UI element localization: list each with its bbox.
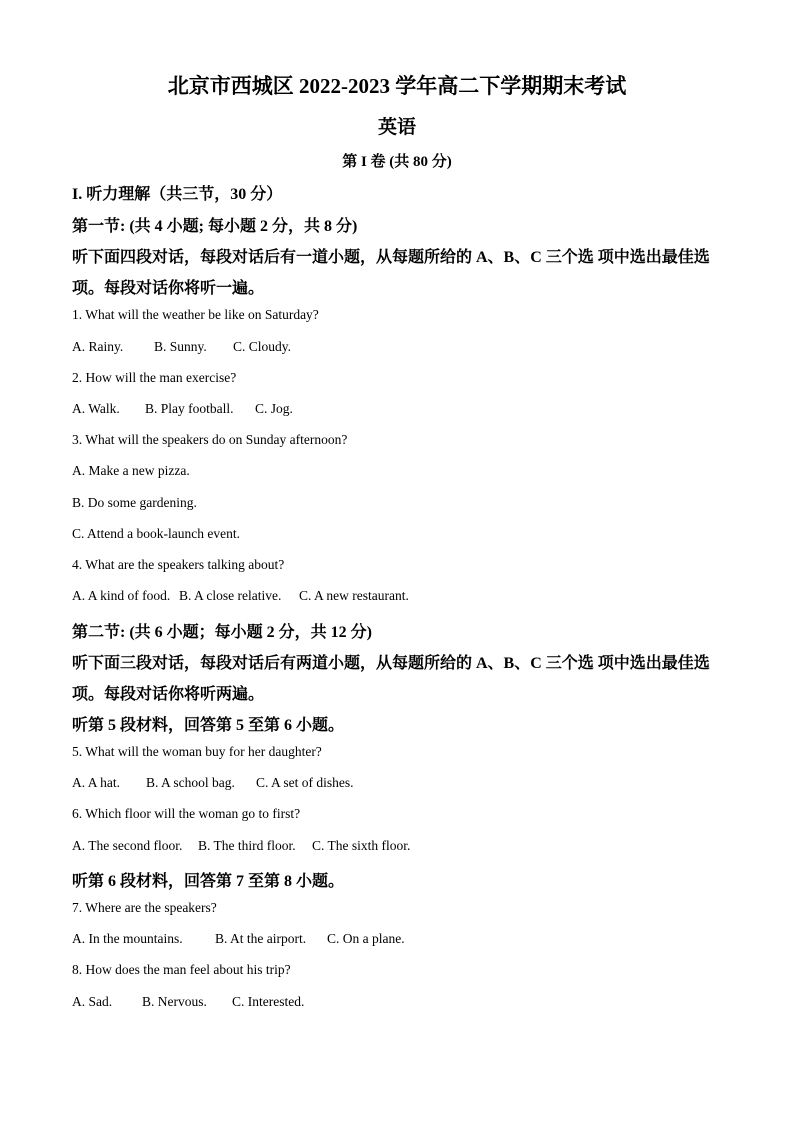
option-b: B. A school bag.	[146, 775, 235, 790]
question-8-options	[72, 994, 304, 1010]
exam-title: 北京市西城区 2022-2023 学年高二下学期期末考试	[167, 74, 627, 98]
option-a: A. In the mountains.	[72, 931, 183, 946]
option-a: A. Sad.	[72, 994, 113, 1009]
question-3-option-c: C. Attend a book-launch event.	[72, 526, 240, 541]
part2-heading: 第二节: (共 6 小题；每小题 2 分，共 12 分)	[72, 624, 372, 641]
option-c: C. Interested.	[232, 994, 305, 1009]
question-2: 2. How will the man exercise?	[72, 370, 237, 385]
question-3-option-a: A. Make a new pizza.	[72, 463, 190, 478]
option-c: C. Cloudy.	[233, 339, 292, 354]
question-3: 3. What will the speakers do on Sunday afternoon?	[72, 432, 348, 447]
option-a: A. Rainy.	[72, 339, 124, 354]
question-6-options	[72, 838, 410, 854]
part1-instruction-line2: 项。每段对话你将听一遍。	[72, 280, 265, 297]
option-b: B. The third floor.	[198, 838, 296, 853]
question-4-options	[72, 588, 409, 604]
option-b: B. A close relative.	[179, 588, 282, 603]
option-c: C. On a plane.	[327, 931, 405, 946]
question-7: 7. Where are the speakers?	[72, 900, 217, 915]
option-b: B. At the airport.	[215, 931, 307, 946]
part2-instruction-line2: 项。每段对话你将听两遍。	[72, 686, 265, 703]
question-2-options	[72, 401, 293, 417]
option-a: A. The second floor.	[72, 838, 183, 853]
option-c: C. The sixth floor.	[312, 838, 411, 853]
question-1: 1. What will the weather be like on Saturday?	[72, 307, 319, 322]
option-c: C. Jog.	[255, 401, 293, 416]
option-b: B. Play football.	[145, 401, 234, 416]
part1-heading: 第一节: (共 4 小题; 每小题 2 分，共 8 分)	[72, 218, 358, 235]
question-5-options	[72, 775, 354, 791]
option-b: B. Sunny.	[154, 339, 207, 354]
question-1-options	[72, 339, 291, 355]
question-5: 5. What will the woman buy for her daughter?	[72, 744, 322, 759]
section-heading: I. 听力理解（共三节，30 分）	[72, 186, 283, 203]
option-b: B. Nervous.	[142, 994, 207, 1009]
option-c: C. A set of dishes.	[256, 775, 354, 790]
part1-instruction-line1: 听下面四段对话，每段对话后有一道小题，从每题所给的 A、B、C 三个选 项中选出最佳选	[72, 249, 710, 266]
option-c: C. A new restaurant.	[299, 588, 409, 603]
subject-title: 英语	[377, 117, 416, 138]
volume-title: 第 I 卷 (共 80 分)	[342, 154, 452, 170]
question-6: 6. Which floor will the woman go to first?	[72, 806, 301, 821]
option-a: A. Walk.	[72, 401, 120, 416]
option-a: A. A kind of food.	[72, 588, 171, 603]
question-7-options	[72, 931, 405, 947]
material-5-heading: 听第 5 段材料，回答第 5 至第 6 小题。	[72, 717, 345, 734]
option-a: A. A hat.	[72, 775, 121, 790]
part2-instruction-line1: 听下面三段对话，每段对话后有两道小题，从每题所给的 A、B、C 三个选 项中选出最佳选	[72, 655, 710, 672]
material-6-heading: 听第 6 段材料，回答第 7 至第 8 小题。	[72, 873, 345, 890]
question-8: 8. How does the man feel about his trip?	[72, 962, 291, 977]
question-4: 4. What are the speakers talking about?	[72, 557, 285, 572]
question-3-option-b: B. Do some gardening.	[72, 495, 197, 510]
